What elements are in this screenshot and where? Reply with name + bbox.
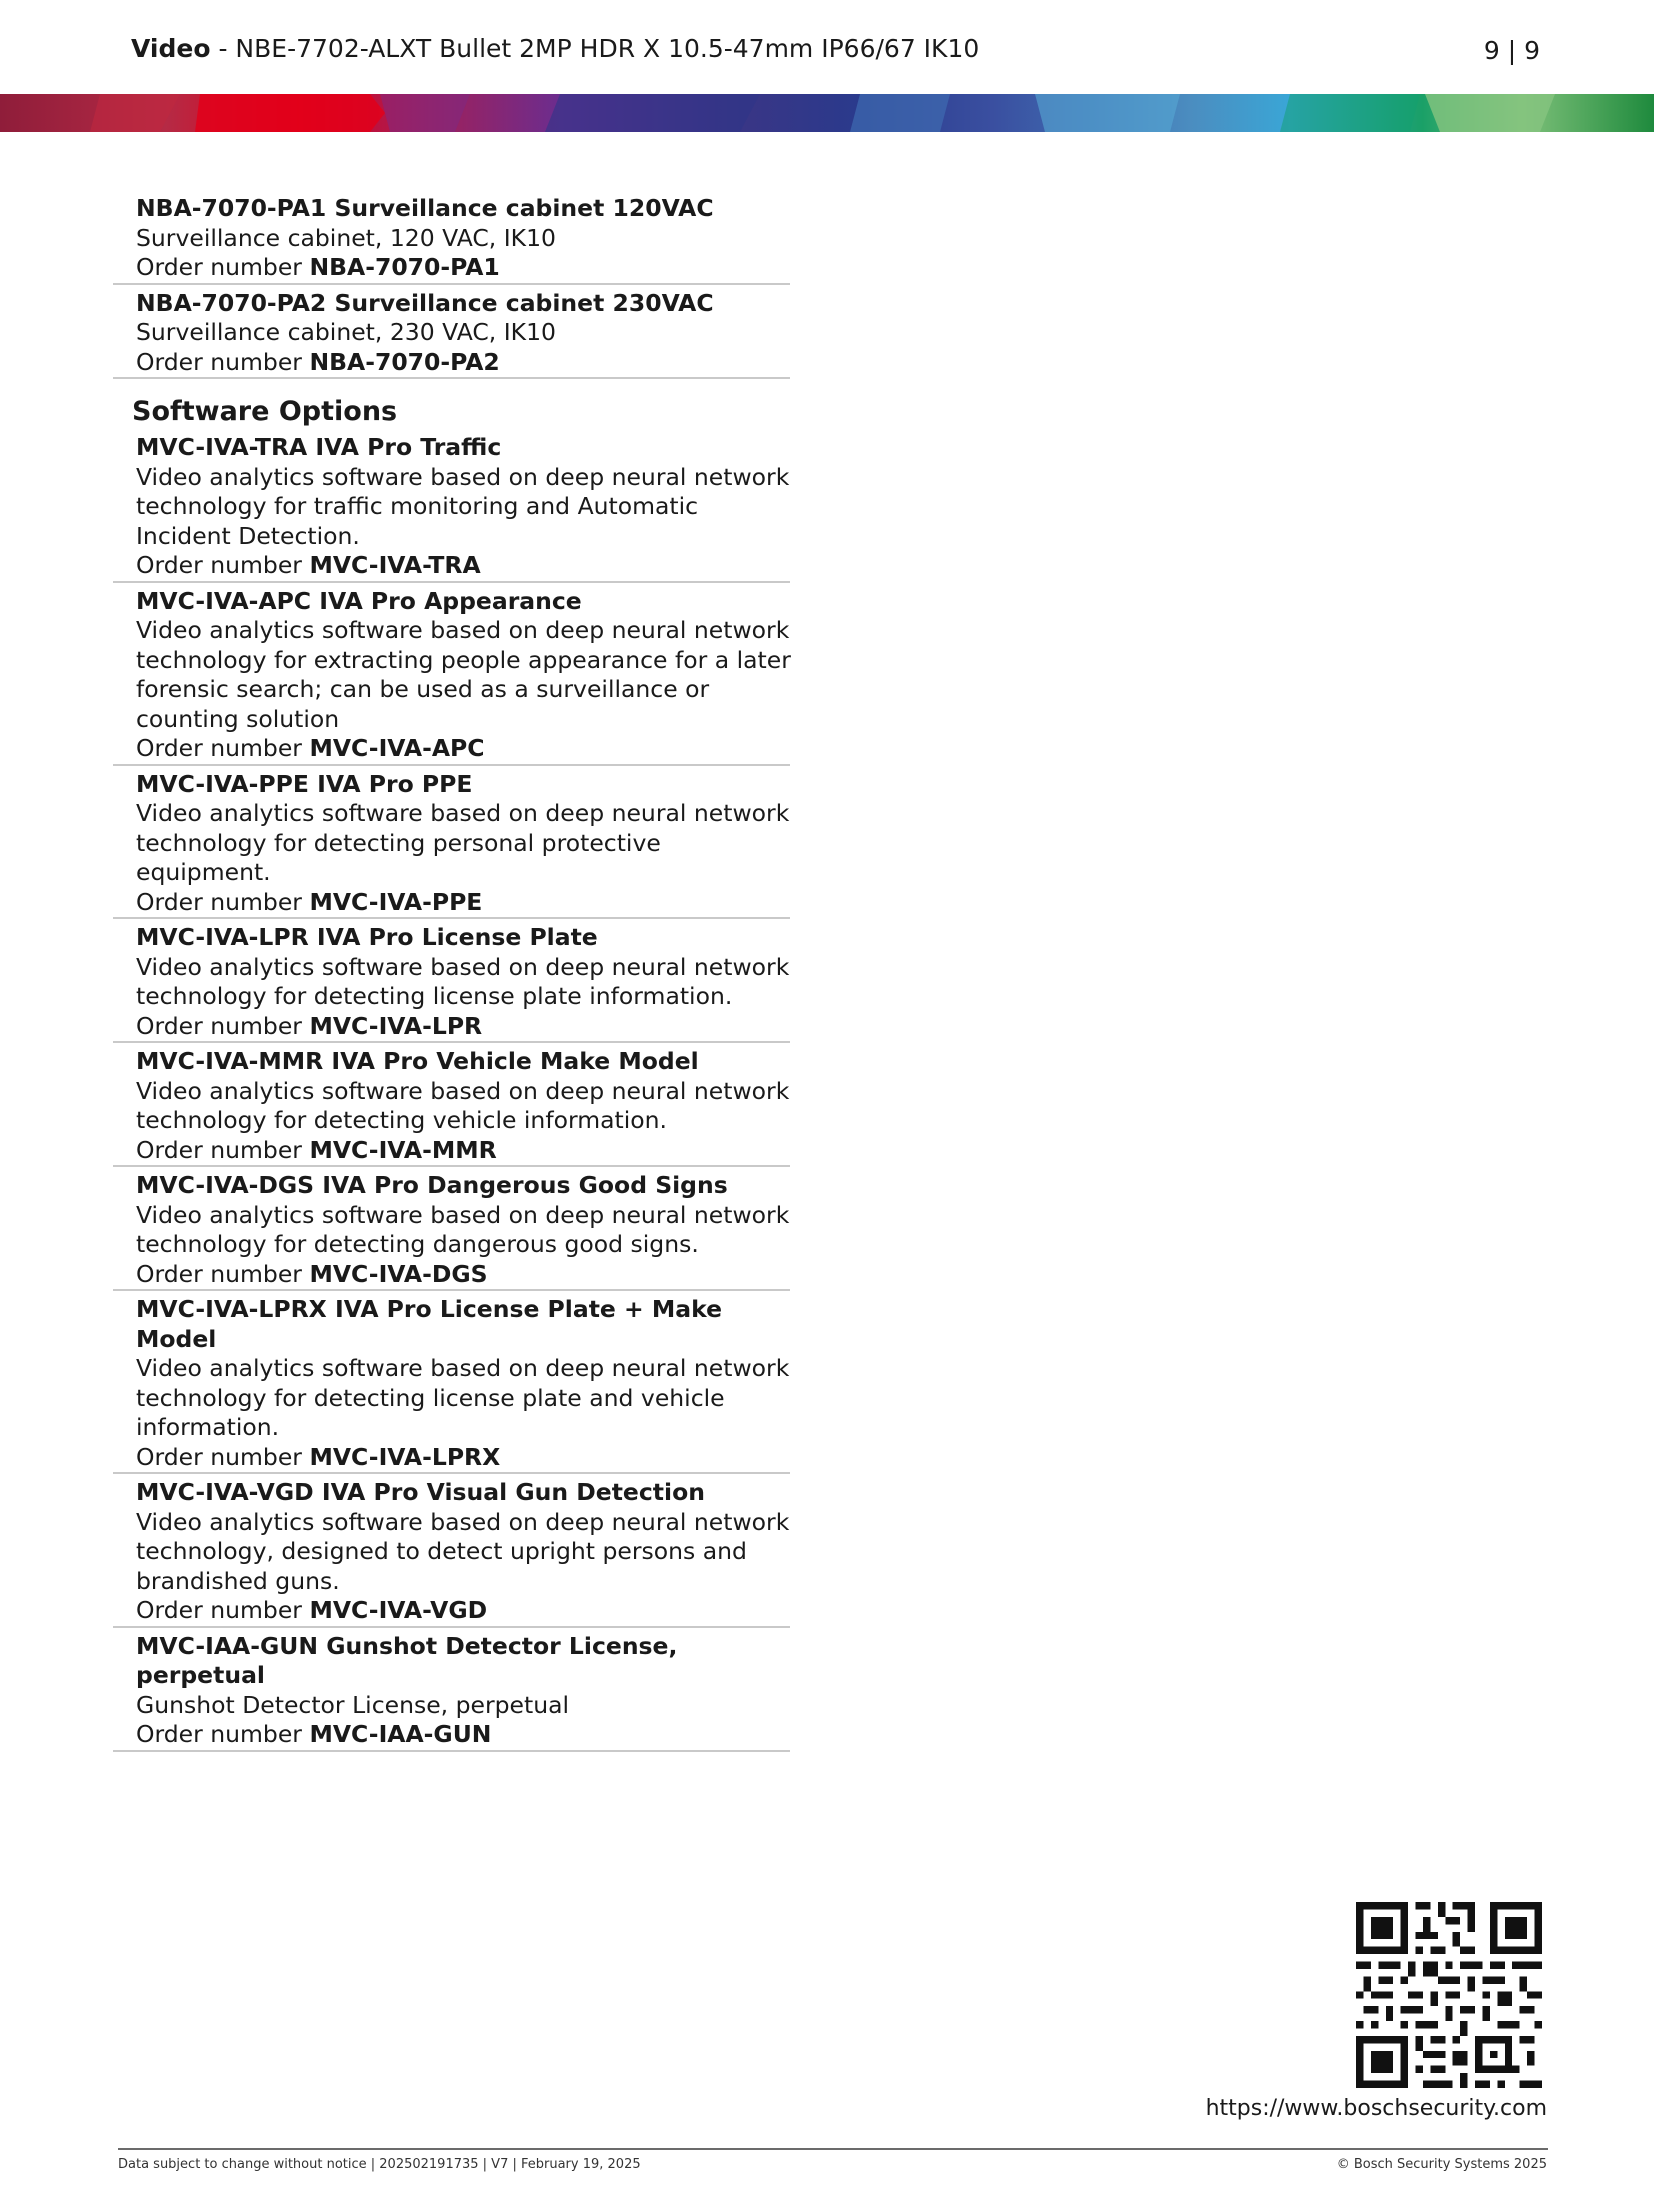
website-url[interactable]: https://www.boschsecurity.com [1205,2096,1547,2121]
order-line [136,1443,790,1473]
item-description-line: equipment. [136,858,271,886]
page-header [0,0,1654,94]
item-description-line: Video analytics software based on deep neural network [136,1507,790,1536]
item-description-line: brandished guns. [136,1566,340,1595]
item-description-line: Incident Detection. [136,521,360,550]
list-item [113,1628,790,1752]
item-description-line: Video analytics software based on deep neural network [136,1076,790,1105]
item-description-line: technology for detecting license plate and vehicle [136,1383,725,1412]
order-label: Order number [136,1135,310,1164]
item-title: MVC-IVA-APC IVA Pro Appearance [136,586,582,615]
order-number: MVC-IVA-LPRX [309,1442,501,1471]
qr-code-graphic [1356,1902,1542,2088]
item-title: NBA-7070-PA1 Surveillance cabinet 120VAC [136,194,714,222]
order-line [136,551,790,581]
item-description-line: Video analytics software based on deep neural network [136,799,790,827]
order-line [136,1720,790,1750]
document-title [131,34,979,63]
order-label: Order number [136,551,310,579]
qr-code-icon [1356,1902,1542,2088]
item-description-line: technology for detecting license plate information. [136,982,733,1010]
item-description-line: Video analytics software based on deep neural network [136,616,790,644]
item-title: MVC-IVA-LPR IVA Pro License Plate [136,923,598,951]
order-number: MVC-IVA-TRA [309,551,481,579]
list-item [113,1043,790,1167]
item-description-line: technology for detecting vehicle information. [136,1106,667,1134]
order-line [136,253,790,283]
item-description-line: forensic search; can be used as a surveillance or [136,675,710,703]
order-line [136,888,790,918]
list-item [113,429,790,583]
order-line [136,1136,790,1166]
item-description-line: Video analytics software based on deep neural network [136,1200,790,1229]
order-label: Order number [136,887,310,916]
order-number: MVC-IVA-VGD [309,1596,488,1624]
item-description-line: Gunshot Detector License, perpetual [136,1690,570,1719]
list-item [113,285,790,380]
item-title: MVC-IAA-GUN Gunshot Detector License, perpetual [136,1631,678,1689]
order-number: MVC-IVA-MMR [309,1135,497,1164]
item-description-line: Surveillance cabinet, 230 VAC, IK10 [136,318,556,346]
order-label: Order number [136,1011,310,1040]
brand-color-band [0,94,1654,132]
order-number: NBA-7070-PA1 [309,253,500,281]
order-number: MVC-IAA-GUN [309,1720,492,1748]
item-description-line: Surveillance cabinet, 120 VAC, IK10 [136,223,556,252]
list-item [113,766,790,920]
item-description-line: technology for detecting personal protective [136,828,661,857]
order-label: Order number [136,347,310,376]
header-category: Video [131,34,211,63]
list-item [113,919,790,1043]
item-description-line: Video analytics software based on deep neural network [136,462,790,491]
section-title: Software Options [132,396,398,427]
order-number: NBA-7070-PA2 [309,347,500,376]
item-description-line: technology for extracting people appearance for a later [136,645,791,674]
item-description-line: Video analytics software based on deep neural network [136,1354,790,1382]
list-item [113,1167,790,1291]
order-line [136,348,790,378]
order-label: Order number [136,1259,310,1288]
list-item [113,583,790,766]
order-label: Order number [136,1596,310,1624]
item-description-line: technology, designed to detect upright persons and [136,1537,747,1565]
item-description-line: counting solution [136,704,340,733]
list-item [113,190,790,285]
order-label: Order number [136,253,310,281]
item-title: NBA-7070-PA2 Surveillance cabinet 230VAC [136,288,714,317]
order-line [136,734,790,764]
order-number: MVC-IVA-LPR [309,1011,483,1040]
order-line [136,1596,790,1626]
order-number: MVC-IVA-APC [309,734,485,762]
order-line [136,1012,790,1042]
page-number: 9 | 9 [1483,36,1540,65]
item-description-line: information. [136,1413,280,1441]
list-item [113,1291,790,1474]
main-content [113,190,790,1752]
item-title: MVC-IVA-TRA IVA Pro Traffic [136,433,502,461]
order-label: Order number [136,1442,310,1471]
item-description-line: technology for detecting dangerous good signs. [136,1230,699,1258]
order-number: MVC-IVA-PPE [309,887,483,916]
order-number: MVC-IVA-DGS [309,1259,488,1288]
item-title: MVC-IVA-PPE IVA Pro PPE [136,769,473,798]
list-item [113,1474,790,1628]
item-description-line: technology for traffic monitoring and Automatic [136,492,699,520]
brand-band-graphic [0,94,1654,132]
item-title: MVC-IVA-DGS IVA Pro Dangerous Good Signs [136,1171,728,1199]
footer-notice: Data subject to change without notice | 202502191735 | V7 | February 19, 2025 [118,2157,641,2172]
item-title: MVC-IVA-LPRX IVA Pro License Plate + Make Model [136,1295,723,1353]
item-title: MVC-IVA-MMR IVA Pro Vehicle Make Model [136,1047,699,1075]
item-title: MVC-IVA-VGD IVA Pro Visual Gun Detection [136,1478,705,1506]
item-description-line: Video analytics software based on deep neural network [136,952,790,981]
footer-divider [118,2148,1548,2150]
order-label: Order number [136,734,310,762]
order-label: Order number [136,1720,310,1748]
header-product: - NBE-7702-ALXT Bullet 2MP HDR X 10.5-47mm IP66/67 IK10 [210,34,980,63]
order-line [136,1260,790,1290]
footer-copyright: © Bosch Security Systems 2025 [1336,2157,1547,2172]
